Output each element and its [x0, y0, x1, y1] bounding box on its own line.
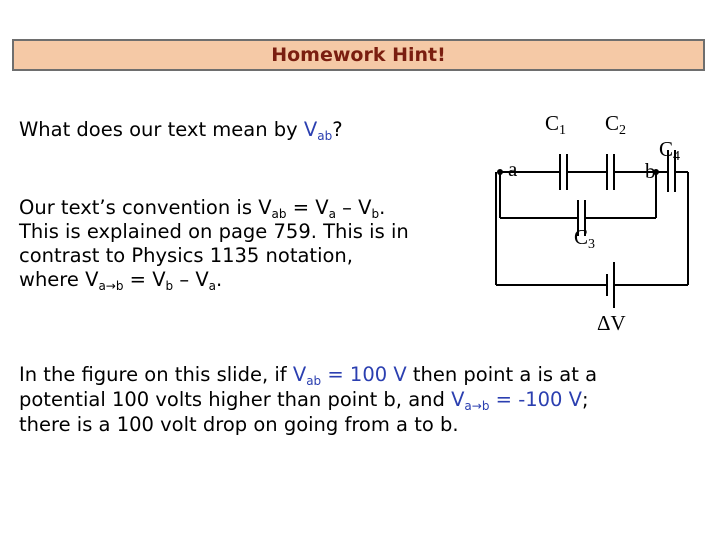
label-delta-v: ΔV [597, 311, 626, 335]
label-c3: C3 [574, 225, 596, 252]
question-mark: ? [332, 118, 343, 141]
label-c4: C4 [659, 137, 681, 164]
slide-title: Homework Hint! [271, 44, 446, 66]
explanation-line-3: there is a 100 volt drop on going from a to b. [19, 413, 459, 436]
convention-line-1: Our text’s convention is $V_{ab} = V_a - V_b$. [19, 196, 386, 221]
convention-line-3: contrast to Physics 1135 notation, [19, 244, 353, 267]
convention-line-2: This is explained on page 759. This is in [19, 220, 409, 243]
vab-symbol: $V_{ab}$ [303, 118, 333, 143]
node-a [497, 169, 503, 175]
convention-line-4: where $V_{a\to b} = V_b - V_a$. [19, 268, 223, 293]
label-c1: C1 [545, 111, 567, 138]
label-b: b [645, 159, 656, 183]
label-c2: C2 [605, 111, 627, 138]
explanation-line-1: In the figure on this slide, if $V_{ab} = 100$ V then point a is at a [19, 363, 598, 388]
label-a: a [508, 157, 518, 181]
explanation-line-2: potential 100 volts higher than point b, and $V_{a\to b} = -100$ V; [19, 388, 589, 413]
question-text: What does our text mean by [19, 118, 304, 141]
